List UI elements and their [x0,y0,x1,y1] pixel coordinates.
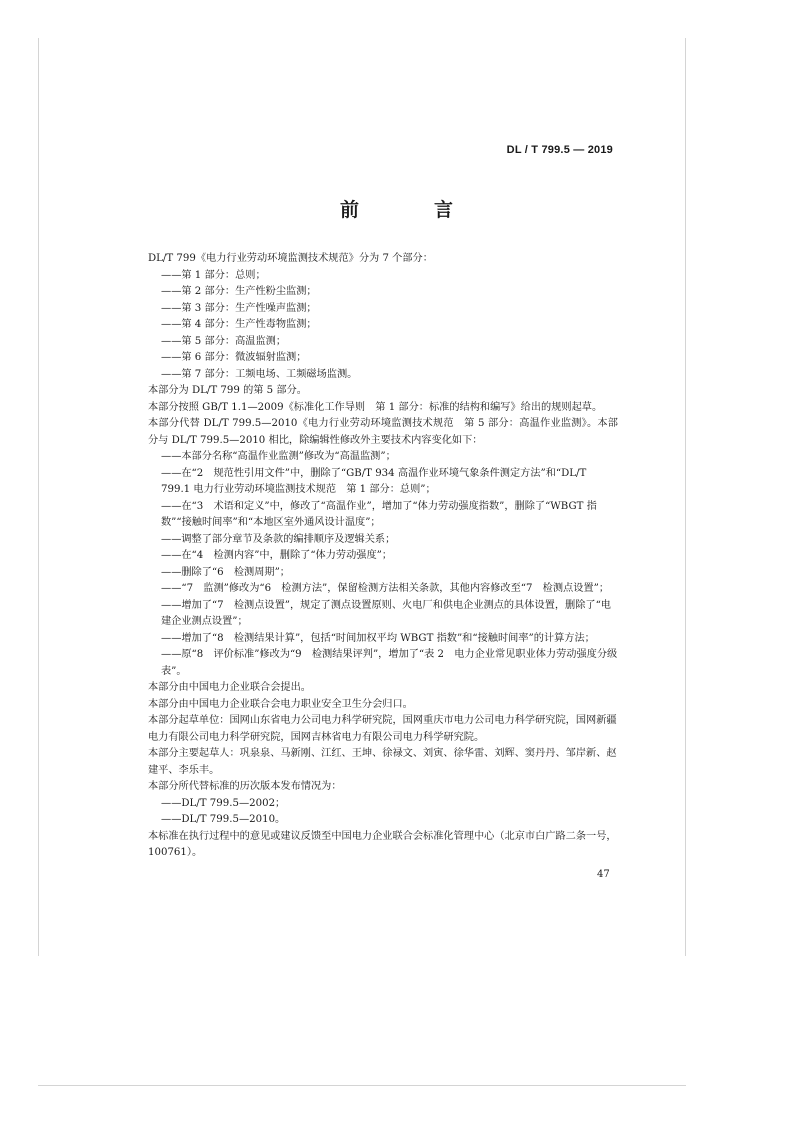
margin-line-right [685,38,686,956]
change-item: ——调整了部分章节及条款的编排顺序及逻辑关系； [161,533,396,545]
list-item: ——第 1 部分：总则； [161,269,266,281]
document-body [148,251,618,862]
margin-line-bottom [38,1085,686,1086]
history-item: ——DL/T 799.5—2010。 [161,814,286,825]
list-item: ——第 6 部分：微波辐射监测； [161,352,307,363]
list-item: ——第 3 部分：生产性噪声监测； [161,302,317,314]
list-item: ——第 4 部分：生产性毒物监测； [161,319,317,330]
margin-line-left [38,38,39,956]
change-item: ——在“3 术语和定义”中，修改了“高温作业”，增加了“体力劳动强度指数”，删除了“WBGT 指数”“接触时间率”和“本地区室外通风设计温度”； [161,500,597,528]
change-item: ——增加了“7 检测点设置”，规定了测点设置原则、火电厂和供电企业测点的具体设置，删除了“电建企业测点设置”； [161,599,611,627]
paragraph: 本部分主要起草人：巩泉泉、马新刚、江红、王坤、徐禄文、刘寅、徐华雷、刘辉、窦丹丹、邹岸新、赵建平、李乐丰。 [148,748,617,776]
paragraph: 本部分按照 GB/T 1.1—2009《标准化工作导则 第 1 部分：标准的结构和编写》给出的规则起草。 [148,401,603,413]
list-item: ——第 5 部分：高温监测； [161,335,287,347]
standard-code: DL / T 799.5 — 2019 [506,144,613,156]
change-item: ——原“8 评价标准”修改为“9 检测结果评判”，增加了“表 2 电力企业常见职业体力劳动强度分级表”。 [161,649,618,677]
page-title: 前 言 [339,199,481,221]
paragraph: 本部分为 DL/T 799 的第 5 部分。 [148,385,307,396]
change-item: ——增加了“8 检测结果计算”，包括“时间加权平均 WBGT 指数”和“接触时间率”的计算方法； [161,632,595,644]
list-item: ——第 7 部分：工频电场、工频磁场监测。 [161,368,358,380]
paragraph: 本部分由中国电力企业联合会提出。 [148,682,311,693]
list-item: ——第 2 部分：生产性粉尘监测； [161,286,317,297]
change-item: ——在“4 检测内容”中，删除了“体力劳动强度”； [161,550,393,561]
paragraph: 本部分由中国电力企业联合会电力职业安全卫生分会归口。 [148,698,413,710]
paragraph: 本部分代替 DL/T 799.5—2010《电力行业劳动环境监测技术规范 第 5 部分：高温作业监测》。本部分与 DL/T 799.5—2010 相比，除编辑性修改外主要技术内容变化如下： [148,418,618,446]
intro-paragraph: DL/T 799《电力行业劳动环境监测技术规范》分为 7 个部分： [148,253,433,264]
paragraph: 本部分起草单位：国网山东省电力公司电力科学研究院，国网重庆市电力公司电力科学研究院，国网新疆电力有限公司电力科学研究院，国网吉林省电力有限公司电力科学研究院。 [148,715,617,743]
change-item: ——“7 监测”修改为“6 检测方法”，保留检测方法相关条款，其他内容修改至“7 检测点设置”； [161,583,610,594]
page-number: 47 [597,869,610,880]
history-item: ——DL/T 799.5—2002； [161,797,286,809]
paragraph: 本标准在执行过程中的意见或建议反馈至中国电力企业联合会标准化管理中心（北京市白广路二条一号，100761）。 [148,830,617,858]
change-item: ——删除了“6 检测周期”； [161,566,290,578]
change-item: ——在“2 规范性引用文件”中，删除了“GB/T 934 高温作业环境气象条件测定方法”和“DL/T 799.1 电力行业劳动环境监测技术规范 第 1 部分：总则”； [161,467,587,495]
paragraph: 本部分所代替标准的历次版本发布情况为： [148,781,342,792]
change-item: ——本部分名称“高温作业监测”修改为“高温监测”； [161,451,396,462]
